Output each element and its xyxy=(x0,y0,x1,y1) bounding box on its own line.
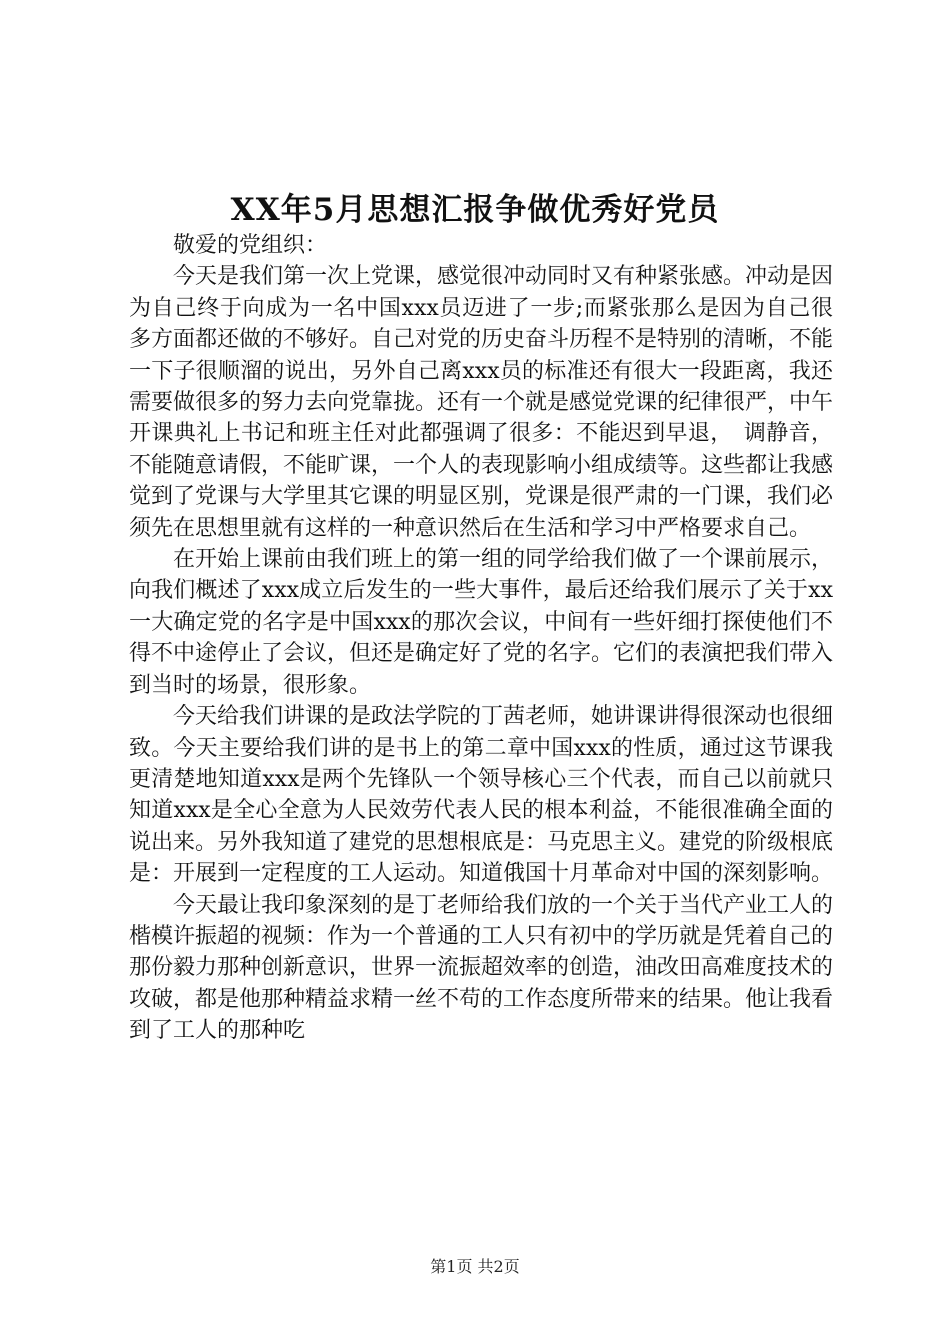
paragraph-4: 今天最让我印象深刻的是丁老师给我们放的一个关于当代产业工人的楷模许振超的视频：作为一个普通的工人只有初中的学历就是凭着自己的那份毅力那种创新意识，世界一流振超效率的创造，油改田高难度技术的攻破，都是他那种精益求精一丝不苟的工作态度所带来的结果。他让我看到了工人的那种吃 xyxy=(129,892,834,1044)
document-title: XX年5月思想汇报争做优秀好党员 xyxy=(230,192,720,228)
paragraph-1: 今天是我们第一次上党课，感觉很冲动同时又有种紧张感。冲动是因为自己终于向成为一名中国xxx员迈进了一步;而紧张那么是因为自己很多方面都还做的不够好。自己对党的历史奋斗历程不是特别的清晰，不能一下子很顺溜的说出，另外自己离xxx员的标准还有很大一段距离，我还需要做很多的努力去向党靠拢。还有一个就是感觉党课的纪律很严，中午开课典礼上书记和班主任对此都强调了很多：不能迟到早退， 调静音，不能随意请假，不能旷课，一个人的表现影响小组成绩等。这些都让我感觉到了党课与大学里其它课的明显区别，党课是很严肃的一门课，我们必须先在思想里就有这样的一种意识然后在生活和学习中严格要求自己。 xyxy=(129,264,834,541)
salutation: 敬爱的党组织： xyxy=(173,233,328,258)
page-footer: 第1页 共2页 xyxy=(430,1257,520,1276)
document-body xyxy=(129,230,833,1047)
paragraph-3: 今天给我们讲课的是政法学院的丁茜老师，她讲课讲得很深动也很细致。今天主要给我们讲的是书上的第二章中国xxx的性质，通过这节课我更清楚地知道xxx是两个先锋队一个领导核心三个代表，而自己以前就只知道xxx是全心全意为人民效劳代表人民的根本利益，不能很准确全面的说出来。另外我知道了建党的思想根底是：马克思主义。建党的阶级根底是：开展到一定程度的工人运动。知道俄国十月革命对中国的深刻影响。 xyxy=(129,704,834,887)
paragraph-2: 在开始上课前由我们班上的第一组的同学给我们做了一个课前展示，向我们概述了xxx成立后发生的一些大事件，最后还给我们展示了关于xx一大确定党的名字是中国xxx的那次会议，中间有一些奸细打探使他们不得不中途停止了会议，但还是确定好了党的名字。它们的表演把我们带入到当时的场景，很形象。 xyxy=(129,547,834,698)
